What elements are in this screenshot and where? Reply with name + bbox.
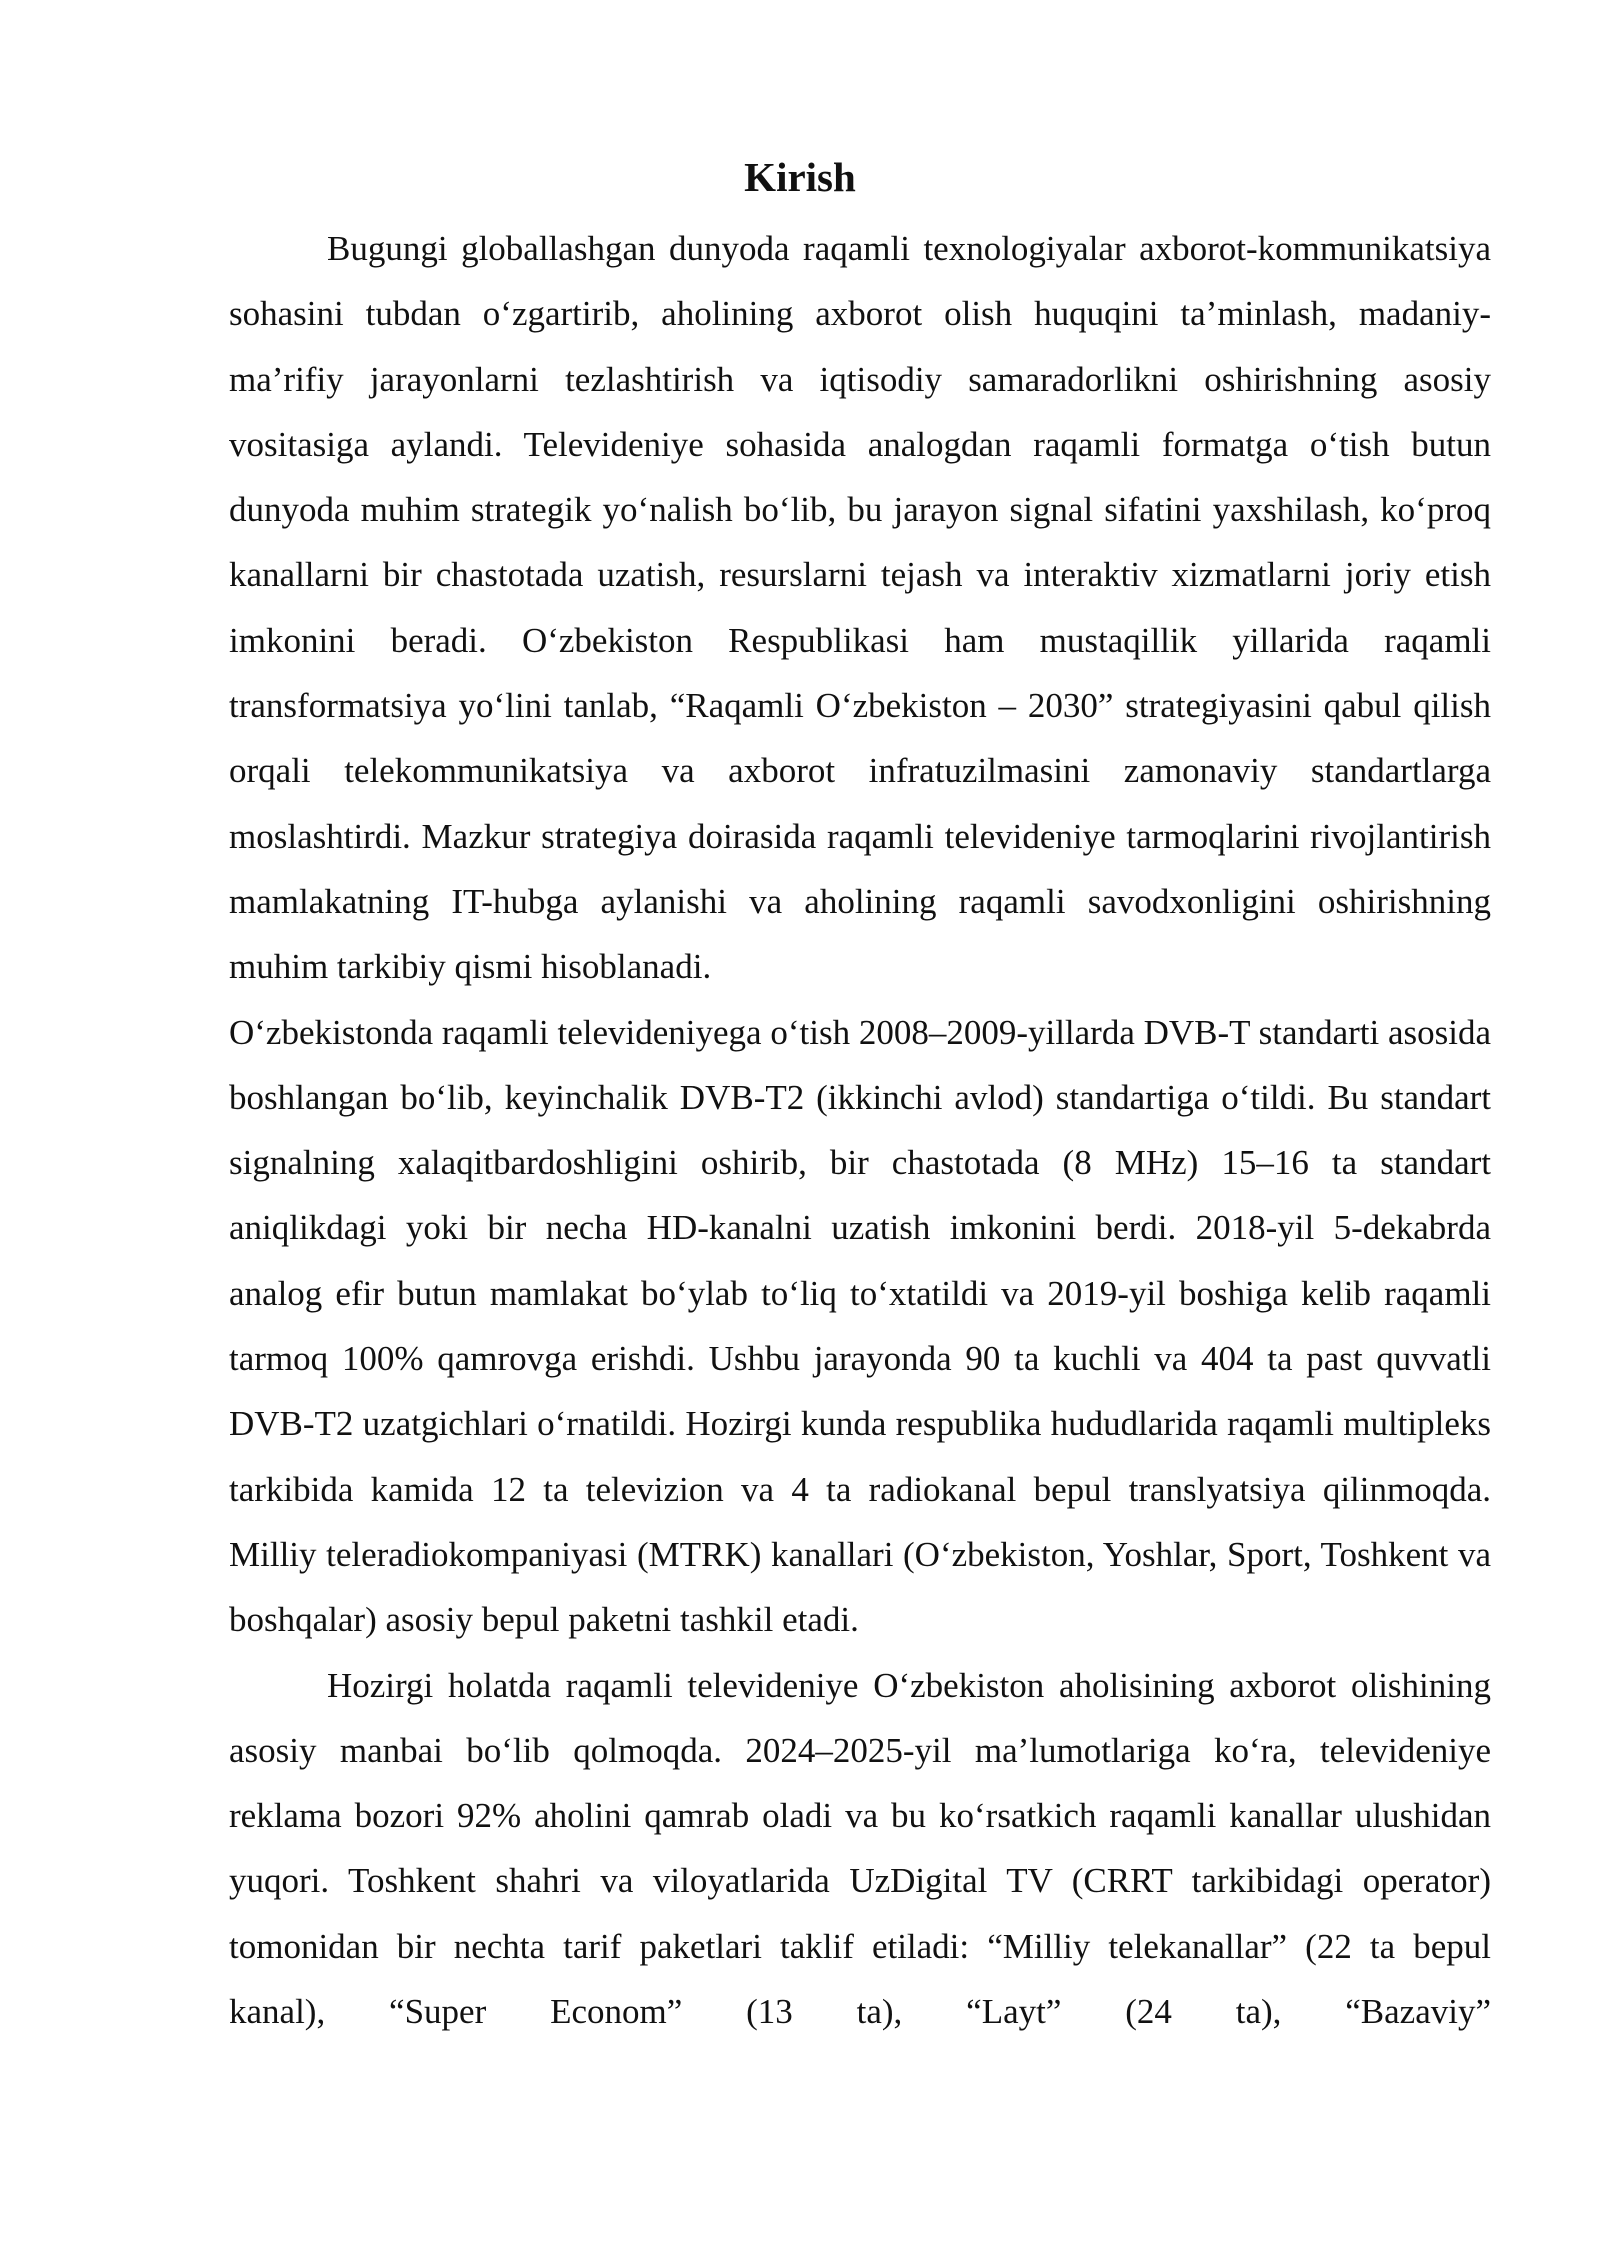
paragraph-3: Hozirgi holatda raqamli televideniye O‘zbekiston aholisining axborot olishining asosiy manbai bo‘lib qolmoqda. 2024–2025-yil ma’lumotlariga ko‘ra, televideniye reklama bozori 92% aholini qamrab oladi va bu ko‘rsatkich raqamli kanallar ulushidan yuqori. Toshkent shahri va viloyatlarida UzDigital TV (CRRT tarkibidagi operator) tomonidan bir nechta tarif paketlari taklif etiladi: “Milliy telekanallar” (22 ta bepul kanal), “Super Econom” (13 ta), “Layt” (24 ta), “Bazaviy” xyxy=(229,1665,1491,2032)
document-body xyxy=(229,216,1491,2044)
page-title: Kirish xyxy=(744,154,856,200)
paragraph-2: O‘zbekistonda raqamli televideniyega o‘tish 2008–2009-yillarda DVB-T standarti asosida boshlangan bo‘lib, keyinchalik DVB-T2 (ikkinchi avlod) standartiga o‘tildi. Bu standart signalning xalaqitbardoshligini oshirib, bir chastotada (8 MHz) 15–16 ta standart aniqlikdagi yoki bir necha HD-kanalni uzatish imkonini berdi. 2018-yil 5-dekabrda analog efir butun mamlakat bo‘ylab to‘liq to‘xtatildi va 2019-yil boshiga kelib raqamli tarmoq 100% qamrovga erishdi. Ushbu jarayonda 90 ta kuchli va 404 ta past quvvatli DVB-T2 uzatgichlari o‘rnatildi. Hozirgi kunda respublika hududlarida raqamli multipleks tarkibida kamida 12 ta televizion va 4 ta radiokanal bepul translyatsiya qilinmoqda. Milliy teleradiokompaniyasi (MTRK) kanallari (O‘zbekiston, Yoshlar, Sport, Toshkent va boshqalar) asosiy bepul paketni tashkil etadi. xyxy=(229,1012,1491,1640)
paragraph-1: Bugungi globallashgan dunyoda raqamli texnologiyalar axborot-kommunikatsiya sohasini tubdan o‘zgartirib, aholining axborot olish huquqini ta’minlash, madaniy-ma’rifiy jarayonlarni tezlashtirish va iqtisodiy samaradorlikni oshirishning asosiy vositasiga aylandi. Televideniye sohasida analogdan raqamli formatga o‘tish butun dunyoda muhim strategik yo‘nalish bo‘lib, bu jarayon signal sifatini yaxshilash, ko‘proq kanallarni bir chastotada uzatish, resurslarni tejash va interaktiv xizmatlarni joriy etish imkonini beradi. O‘zbekiston Respublikasi ham mustaqillik yillarida raqamli transformatsiya yo‘lini tanlab, “Raqamli O‘zbekiston – 2030” strategiyasini qabul qilish orqali telekommunikatsiya va axborot infratuzilmasini zamonaviy standartlarga moslashtirdi. Mazkur strategiya doirasida raqamli televideniye tarmoqlarini rivojlantirish mamlakatning IT-hubga aylanishi va aholining raqamli savodxonligini oshirishning muhim tarkibiy qismi hisoblanadi. xyxy=(229,229,1491,987)
